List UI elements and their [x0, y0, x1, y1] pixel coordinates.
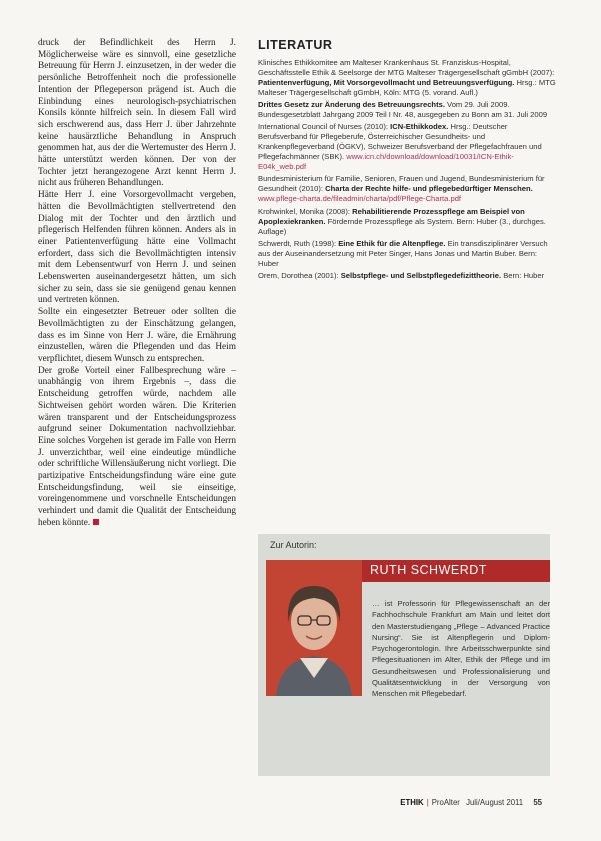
reference-item	[258, 58, 558, 98]
footer-magazine: ProAlter	[431, 798, 460, 807]
bio-spacer	[266, 598, 372, 708]
reference-item	[258, 271, 558, 281]
author-label: Zur Autorin:	[270, 540, 317, 550]
reference-text: Schwerdt, Ruth (1998):	[258, 238, 339, 248]
reference-tail: Ein transdisziplinärer Versuch aus der Auseinandersetzung mit Peter Singer, Hans Jonas und Martin Buber. Bern: Huber	[258, 238, 548, 268]
paragraph: druck der Befindlichkeit des Herrn J. Möglicherweise wäre es sinnvoll, eine gesetzliche Betreuung für Herrn J. einzusetzen, in der weder die persönliche Betroffenheit noch die professionelle Intention der Pflegeperson prägend ist. Auch die Einbindung eines neurologisch-psychiatrischen Konsils könnte hilfreich sein. In diesem Fall wird sich erschwerend aus, dass Herr J. über Jahrzehnte keine hausärztliche Behandlung in Anspruch genommen hat, aus der die Wertemuster des Herrn J. hätte unterstützt werden können. Der von der Tochter jetzt herangezogene Arzt kennt Herrn J. nicht aus früheren Behandlungen.	[38, 38, 236, 189]
page-footer	[400, 798, 542, 807]
reference-bold2: ICN-Ethikkodex.	[390, 122, 449, 132]
footer-section: ETHIK	[400, 798, 424, 807]
author-bio-container	[266, 598, 550, 708]
paragraph: Sollte ein eingesetzter Betreuer oder sollten die Bevollmächtigten zu der Einschätzung gelangen, dass es im Sinne von Herr J. wäre, die Ernährung einzustellen, wären die Pflegenden und das Heim verpflichtet, diesem Wunsch zu entsprechen.	[38, 307, 236, 364]
footer-separator: |	[426, 798, 429, 807]
reference-text: Krohwinkel, Monika (2008):	[258, 206, 353, 216]
literature-column	[258, 38, 558, 284]
reference-item	[258, 239, 558, 269]
author-name: RUTH SCHWERDT	[370, 563, 487, 577]
reference-item	[258, 174, 558, 204]
paragraph: Hätte Herr J. eine Vorsorgevollmacht vergeben, hätten die Bevollmächtigten stellvertretend den Dialog mit der Tochter und den ärztlich und pflegerisch Helfenden führen können. Anders als in einer Patientenverfügung hätte eine Vollmacht erfordert, dass sich die Bevollmächtigten intensiv mit dem Lebensentwurf von Herrn J. und seinen Lebenswerten auseinandergesetzt hätten, um sich sicher zu sein, dass sie sie genügend genau kennen und vertreten können.	[38, 190, 236, 306]
reference-text: Bundesministerium für Familie, Senioren, Frauen und Jugend, Bundesministerium für Gesundheit (2010):	[258, 174, 545, 194]
body-text-column	[38, 38, 236, 530]
reference-item	[258, 100, 558, 120]
reference-link[interactable]: www.icn.ch/download/download/10031/ICN-Ethik-E04k_web.pdf	[258, 152, 514, 172]
reference-link[interactable]: www.pflege-charta.de/fileadmin/charta/pdf/Pflege-Charta.pdf	[258, 194, 462, 204]
author-bio: … ist Professorin für Pflegewissenschaft an der Fachhochschule Frankfurt am Main und leitet dort den Masterstudiengang „Pflege – Advanced Practice Nursing“. Sie ist Altenpflegerin und Diplom-Psychogerontologin. Ihre Arbeitsschwerpunkte sind Pflegesituationen im Alter, Ethik der Pflege und im Gesundheitswesen und Professionalisierung und Qualitätsentwicklung in der Versorgung von Menschen mit Pflegebedarf.	[372, 599, 550, 699]
reference-tail: Hrsg.: MTG Malteser Trägergesellschaft gGmbH, Köln: MTG (5. vorand. Aufl.)	[258, 77, 556, 97]
reference-bold2: Rehabilitierende Prozesspflege am Beispiel von Apoplexiekranken.	[258, 206, 525, 226]
reference-text: Orem, Dorothea (2001):	[258, 271, 341, 281]
reference-bold: Drittes Gesetz zur Änderung des Betreuungsrechts.	[258, 100, 445, 110]
author-box	[258, 534, 550, 776]
reference-text: Klinisches Ethikkomitee am Malteser Krankenhaus St. Franziskus-Hospital, Geschäftsstelle Ethik & Seelsorge der MTG Malteser Trägergesellschaft gGmbH (2007):	[258, 58, 555, 77]
footer-issue: Juli/August 2011	[466, 798, 524, 807]
reference-tail: Bern: Huber	[501, 271, 545, 281]
reference-bold2: Charta der Rechte hilfe- und pflegebedürftiger Menschen.	[325, 184, 533, 194]
reference-bold2: Patientenverfügung, Mit Vorsorgevollmacht und Betreuungsverfügung.	[258, 77, 515, 87]
reference-tail: Hrsg.: Deutscher Berufsverband für Pflegeberufe, Österreichischer Gesundheits- und Krankenpflegeverband (ÖGKV), Schweizer Berufsverband der Pflegefachfrauen und Pflegefachmänner (SBK).	[258, 122, 542, 162]
paragraph-last	[38, 366, 236, 530]
reference-list	[258, 58, 558, 281]
reference-text: Vom 29. Juli 2009. Bundesgesetzblatt Jahrgang 2009 Teil I Nr. 48, ausgegeben zu Bonn am 31. Juli 2009	[258, 100, 548, 120]
reference-item	[258, 122, 558, 172]
reference-item	[258, 207, 558, 237]
reference-bold2: Selbstpflege- und Selbstpflegedefizittheorie.	[340, 271, 502, 281]
reference-text: International Council of Nurses (2010):	[258, 122, 391, 132]
page-number: 55	[533, 798, 542, 807]
end-mark-icon	[93, 519, 99, 525]
reference-bold2: Eine Ethik für die Altenpflege.	[338, 238, 446, 248]
reference-tail: Fördernde Prozesspflege als System. Bern: Huber (3., durchges. Auflage)	[258, 216, 546, 236]
paragraph-text: Der große Vorteil einer Fallbesprechung wäre – unabhängig von ihrem Ergebnis –, dass die Entscheidung getroffen würde, nachdem alle Sichtweisen gehört worden wären. Die Kriterien wären transparent und der Entscheidungsprozess aufgrund seiner Dokumentation nachvollziehbar. Eine solches Vorgehen ist gerade im Falle von Herrn J. unverzichtbar, weil eine eindeutige mündliche oder schriftliche Willensäußerung nicht vorliegt. Die partizipative Entscheidungsfindung wäre eine gute Entscheidungsfindung, weil sie einseitige, voreingenommene und vorschnelle Entscheidungen verhindert und damit die Qualität der Entscheidung heben könnte.	[38, 365, 236, 528]
literature-heading: LITERATUR	[258, 38, 333, 52]
